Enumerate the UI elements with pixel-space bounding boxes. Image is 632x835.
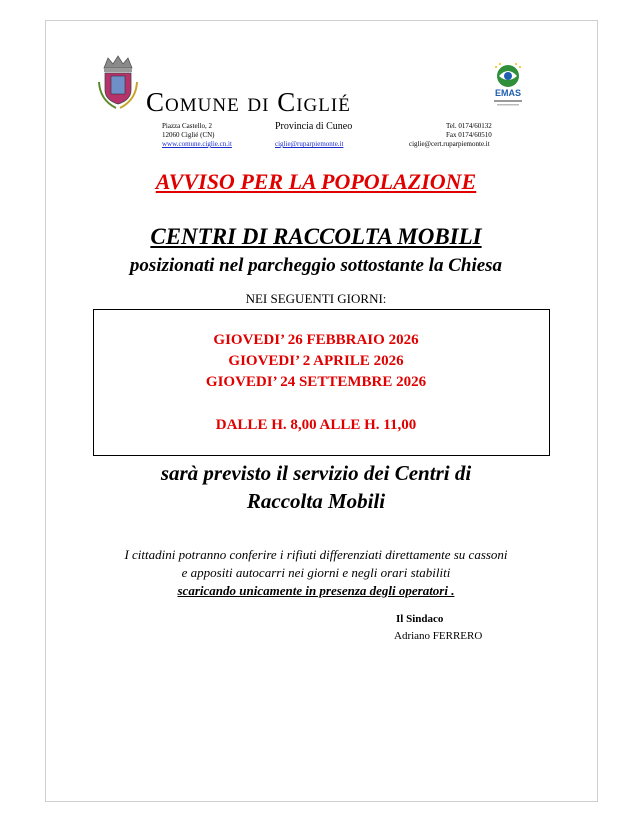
- municipal-crest-icon: [98, 52, 138, 110]
- municipality-title: Comune di Ciglié: [146, 87, 351, 117]
- address-line-1: Piazza Castello, 2: [162, 122, 212, 130]
- info-line-1: I cittadini potranno conferire i rifiuti differenziati direttamente su cassoni: [124, 547, 508, 562]
- fax-number: Fax 0174/60510: [446, 131, 492, 139]
- days-intro: NEI SEGUENTI GIORNI:: [245, 291, 387, 306]
- signature-role: Il Sindaco: [396, 613, 444, 625]
- province-label: Provincia di Cuneo: [275, 121, 353, 132]
- emas-label: EMAS: [494, 88, 522, 98]
- hours-range: DALLE H. 8,00 ALLE H. 11,00: [215, 417, 417, 433]
- notice-heading: AVVISO PER LA POPOLAZIONE: [155, 169, 477, 194]
- info-line-3: scaricando unicamente in presenza degli operatori .: [177, 583, 455, 598]
- info-line-2: e appositi autocarri nei giorni e negli orari stabiliti: [181, 565, 451, 580]
- phone-number: Tel. 0174/60132: [446, 122, 492, 130]
- notice-location: posizionati nel parcheggio sottostante la Chiesa: [129, 255, 503, 276]
- website-link[interactable]: www.comune.ciglie.cn.it: [162, 140, 232, 148]
- signature-name: Adriano FERRERO: [394, 630, 483, 642]
- notice-subject: CENTRI DI RACCOLTA MOBILI: [150, 224, 482, 249]
- address-line-2: 12060 Ciglié (CN): [162, 131, 215, 139]
- date-item: GIOVEDI’ 26 FEBBRAIO 2026: [213, 332, 419, 348]
- email-link[interactable]: ciglie@ruparpiemonte.it: [275, 140, 344, 148]
- date-item: GIOVEDI’ 2 APRILE 2026: [228, 353, 404, 369]
- date-item: GIOVEDI’ 24 SETTEMBRE 2026: [205, 374, 427, 390]
- service-line-1: sarà previsto il servizio dei Centri di: [160, 461, 472, 485]
- pec-address: ciglie@cert.ruparpiemonte.it: [409, 140, 490, 148]
- service-line-2: Raccolta Mobili: [246, 489, 386, 513]
- emas-logo-icon: [490, 62, 526, 108]
